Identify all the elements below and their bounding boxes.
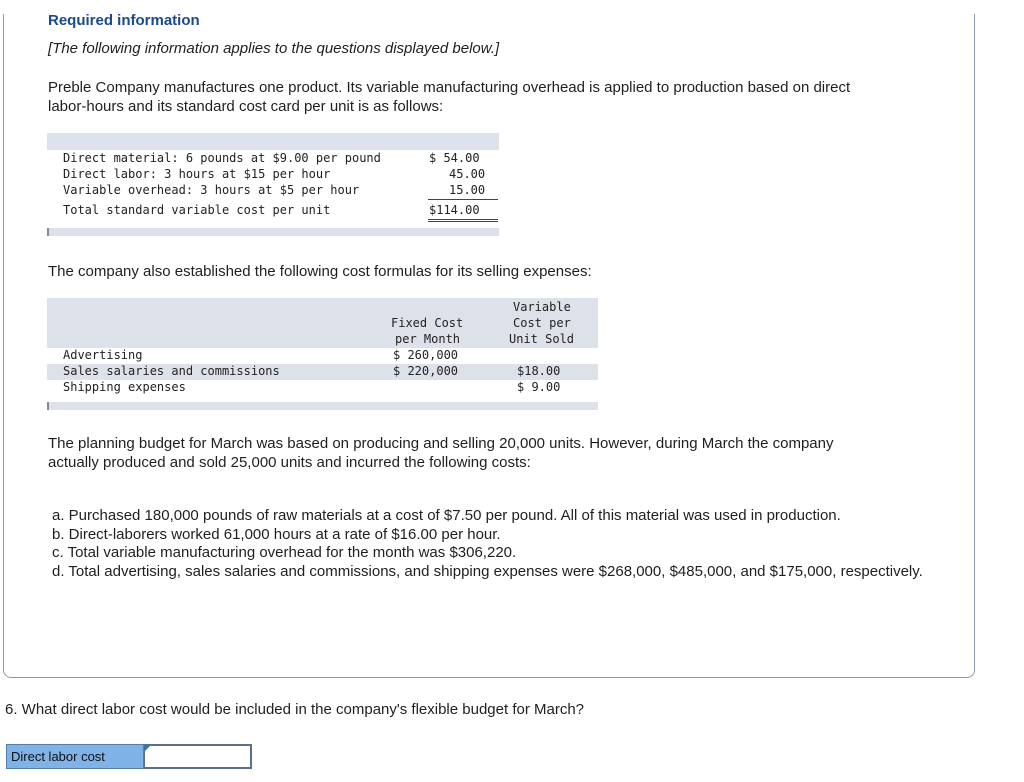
row-variable-shipping: $ 9.00 [517, 380, 561, 394]
table-footer-bar [47, 402, 598, 410]
total-row [63, 203, 493, 219]
row-fixed-advertising: $ 260,000 [393, 348, 459, 362]
planning-line-1: The planning budget for March was based on producing and selling 20,000 units. However, during March the company [48, 435, 834, 452]
header-cost-per: Cost per [513, 316, 571, 330]
intro-paragraph [48, 78, 850, 116]
row-amount: 15.00 [449, 183, 486, 197]
row-label-advertising: Advertising [63, 348, 143, 362]
list-item: c. Total variable manufacturing overhead for the month was $306,220. [52, 544, 517, 561]
row-label: Direct material: 6 pounds at $9.00 per pound [63, 151, 381, 165]
direct-labor-cost-input[interactable] [144, 744, 252, 769]
planning-paragraph [48, 434, 833, 472]
answer-label: Direct labor cost [6, 744, 144, 769]
header-fixed-cost: Fixed Cost [391, 316, 464, 330]
row-label: Variable overhead: 3 hours at $5 per hour [63, 183, 360, 197]
selling-intro: The company also established the following cost formulas for its selling expenses: [48, 263, 592, 280]
standard-cost-card-table [47, 133, 499, 237]
list-item: d. Total advertising, sales salaries and commissions, and shipping expenses were $268,000, $485,000, and $175,000, respectively. [52, 562, 923, 580]
row-amount: $ 54.00 [429, 151, 480, 165]
intro-line-1: Preble Company manufactures one product. Its variable manufacturing overhead is applied to production based on direct [48, 79, 851, 96]
row-label: Direct labor: 3 hours at $15 per hour [63, 167, 331, 181]
total-label: Total standard variable cost per unit [63, 203, 331, 217]
total-double-rule [428, 219, 498, 222]
total-amount: $114.00 [429, 203, 480, 217]
subtotal-rule [428, 199, 498, 200]
row-fixed-sales-salaries: $ 220,000 [393, 364, 459, 378]
table-row [63, 167, 493, 183]
required-information-title: Required information [48, 12, 200, 29]
selling-expenses-table [47, 298, 598, 411]
input-flag-icon [144, 745, 151, 752]
row-label-sales-salaries: Sales salaries and commissions [63, 364, 280, 378]
list-item: b. Direct-laborers worked 61,000 hours at a rate of $16.00 per hour. [52, 525, 501, 543]
answer-row [6, 744, 252, 769]
row-amount: 45.00 [449, 167, 486, 181]
list-item: a. Purchased 180,000 pounds of raw materials at a cost of $7.50 per pound. All of this material was used in production. [52, 507, 841, 524]
question-text: 6. What direct labor cost would be included in the company's flexible budget for March? [5, 701, 585, 718]
table-footer-bar [47, 228, 499, 236]
row-variable-sales-salaries: $18.00 [517, 364, 561, 378]
header-per-month: per Month [395, 332, 461, 346]
row-label-shipping: Shipping expenses [63, 380, 186, 394]
header-variable: Variable [513, 300, 571, 314]
table-header-bar [47, 133, 499, 150]
applies-note: [The following information applies to the questions displayed below.] [48, 40, 500, 57]
actual-costs-list [52, 507, 932, 581]
table-row [63, 183, 493, 199]
planning-line-2: actually produced and sold 25,000 units and incurred the following costs: [48, 454, 531, 471]
table-row [63, 151, 493, 167]
intro-line-2: labor-hours and its standard cost card per unit is as follows: [48, 98, 444, 115]
header-unit-sold: Unit Sold [509, 332, 575, 346]
